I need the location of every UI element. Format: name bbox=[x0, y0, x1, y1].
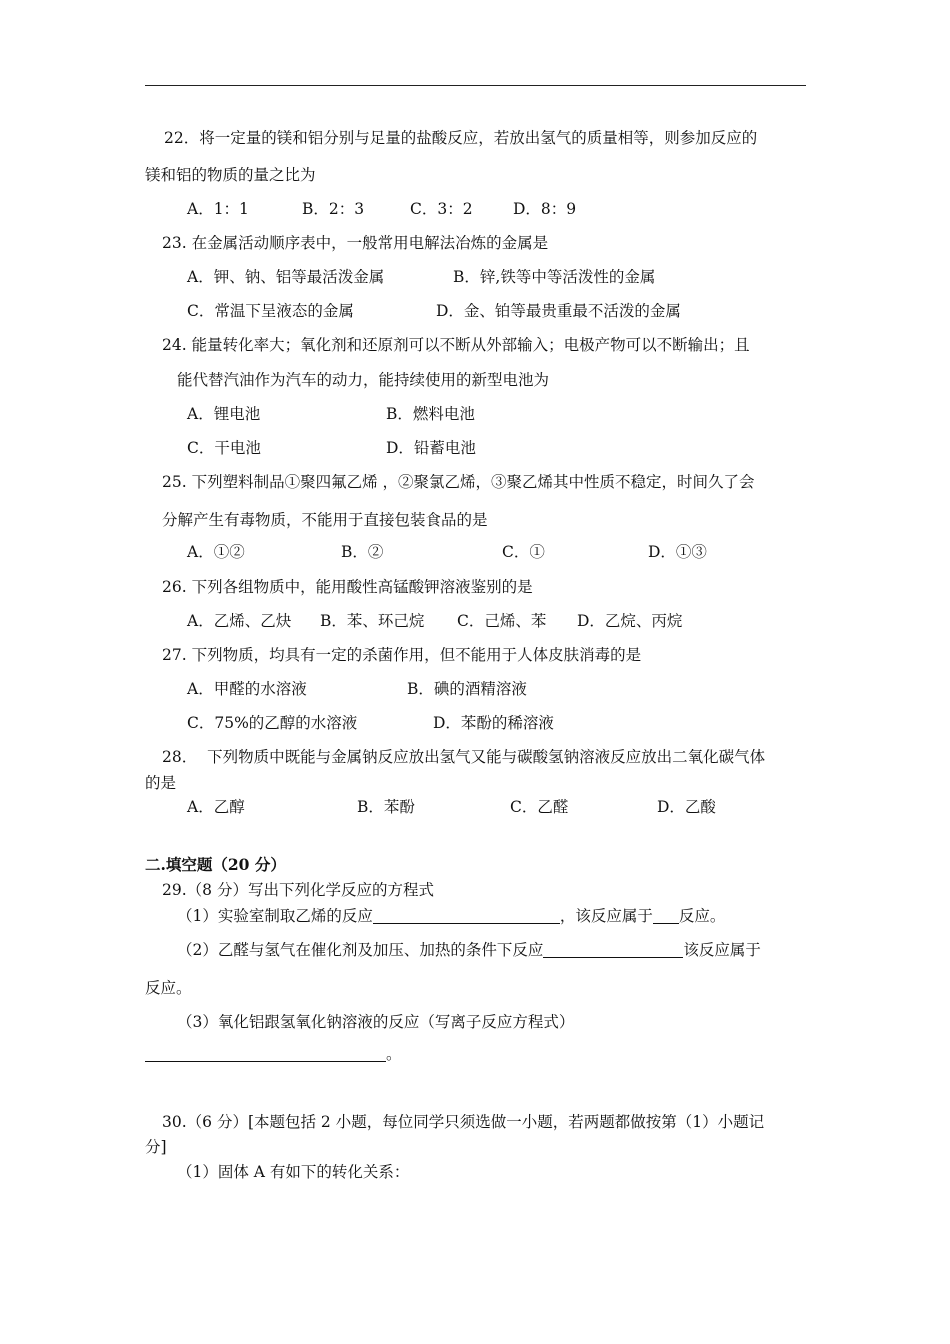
q26-option-b: B．苯、环己烷 bbox=[320, 612, 425, 630]
q29-part2 bbox=[177, 940, 761, 960]
q29-part1-text: （1）实验室制取乙烯的反应 bbox=[177, 907, 373, 925]
q25-line1: 25. 下列塑料制品①聚四氟乙烯 ，②聚氯乙烯，③聚乙烯其中性质不稳定，时间久了会 bbox=[162, 473, 755, 491]
q28-line2: 的是 bbox=[145, 774, 177, 792]
q26-option-d: D．乙烷、丙烷 bbox=[577, 612, 683, 630]
q24-line1: 24. 能量转化率大；氧化剂和还原剂可以不断从外部输入；电极产物可以不断输出；且 bbox=[162, 336, 750, 354]
q25-option-b: B．② bbox=[341, 543, 384, 561]
q26-option-a: A．乙烯、乙炔 bbox=[187, 612, 292, 630]
header-rule bbox=[145, 85, 806, 86]
q30-sub1: （1）固体 A 有如下的转化关系： bbox=[177, 1163, 410, 1181]
q29-part2-line2: 反应。 bbox=[145, 979, 192, 997]
q27-option-a: A．甲醛的水溶液 bbox=[187, 680, 307, 698]
q28-option-d: D．乙酸 bbox=[657, 798, 716, 816]
q30-line2: 分] bbox=[145, 1138, 167, 1156]
q22-option-d: D．8：9 bbox=[513, 200, 577, 218]
q24-option-a: A．锂电池 bbox=[187, 405, 261, 423]
q29-part2-answer-blank[interactable] bbox=[543, 941, 683, 958]
q29-part3: （3）氧化铝跟氢氧化钠溶液的反应（写离子反应方程式） bbox=[177, 1013, 575, 1031]
q29-stem: 29.（8 分）写出下列化学反应的方程式 bbox=[162, 881, 434, 899]
q22-option-b: B．2：3 bbox=[302, 200, 365, 218]
q24-option-b: B．燃料电池 bbox=[386, 405, 475, 423]
q28-option-a: A．乙醇 bbox=[187, 798, 245, 816]
q29-part3-end: 。 bbox=[386, 1045, 402, 1063]
q29-part1-type-blank[interactable] bbox=[653, 907, 679, 924]
q28-option-b: B．苯酚 bbox=[357, 798, 415, 816]
q29-part1 bbox=[177, 906, 725, 926]
q24-option-d: D．铅蓄电池 bbox=[386, 439, 476, 457]
q28-line1: 28． 下列物质中既能与金属钠反应放出氢气又能与碳酸氢钠溶液反应放出二氧化碳气体 bbox=[162, 748, 766, 766]
q27-option-b: B．碘的酒精溶液 bbox=[407, 680, 527, 698]
q26-stem: 26. 下列各组物质中，能用酸性高锰酸钾溶液鉴别的是 bbox=[162, 578, 533, 596]
q29-part1-answer-blank[interactable] bbox=[373, 907, 560, 924]
q26-option-c: C．己烯、苯 bbox=[457, 612, 547, 630]
q22-option-a: A．1：1 bbox=[187, 200, 249, 218]
q22-line1: 22．将一定量的镁和铝分别与足量的盐酸反应，若放出氢气的质量相等，则参加反应的 bbox=[164, 129, 758, 147]
q23-option-d: D．金、铂等最贵重最不活泼的金属 bbox=[436, 302, 681, 320]
section-title: 二.填空题（20 分） bbox=[145, 855, 286, 874]
q30-line1: 30.（6 分）[本题包括 2 小题，每位同学只须选做一小题，若两题都做按第（1）小题记 bbox=[162, 1113, 765, 1131]
q23-option-b: B．锌,铁等中等活泼性的金属 bbox=[453, 268, 656, 286]
q22-line2: 镁和铝的物质的量之比为 bbox=[145, 166, 316, 184]
q29-part3-answer bbox=[145, 1044, 402, 1064]
q29-part1-mid: ，该反应属于 bbox=[559, 907, 653, 925]
q22-option-c: C．3：2 bbox=[410, 200, 473, 218]
q25-option-d: D．①③ bbox=[648, 543, 707, 561]
q25-line2: 分解产生有毒物质，不能用于直接包装食品的是 bbox=[162, 511, 488, 529]
q27-stem: 27. 下列物质，均具有一定的杀菌作用，但不能用于人体皮肤消毒的是 bbox=[162, 646, 642, 664]
q29-part2-text: （2）乙醛与氢气在催化剂及加压、加热的条件下反应 bbox=[177, 941, 544, 959]
q28-option-c: C．乙醛 bbox=[510, 798, 569, 816]
q29-part2-end: 该反应属于 bbox=[683, 941, 761, 959]
q23-stem: 23. 在金属活动顺序表中，一般常用电解法冶炼的金属是 bbox=[162, 234, 549, 252]
q24-line2: 能代替汽油作为汽车的动力，能持续使用的新型电池为 bbox=[177, 371, 550, 389]
q29-part3-answer-blank[interactable] bbox=[145, 1045, 386, 1062]
q24-option-c: C．干电池 bbox=[187, 439, 261, 457]
q23-option-c: C．常温下呈液态的金属 bbox=[187, 302, 354, 320]
q29-part1-end: 反应。 bbox=[678, 907, 726, 925]
q27-option-d: D．苯酚的稀溶液 bbox=[433, 714, 554, 732]
q25-option-a: A．①② bbox=[187, 543, 245, 561]
q25-option-c: C．① bbox=[502, 543, 545, 561]
q23-option-a: A．钾、钠、铝等最活泼金属 bbox=[187, 268, 385, 286]
q27-option-c: C．75%的乙醇的水溶液 bbox=[187, 714, 358, 732]
